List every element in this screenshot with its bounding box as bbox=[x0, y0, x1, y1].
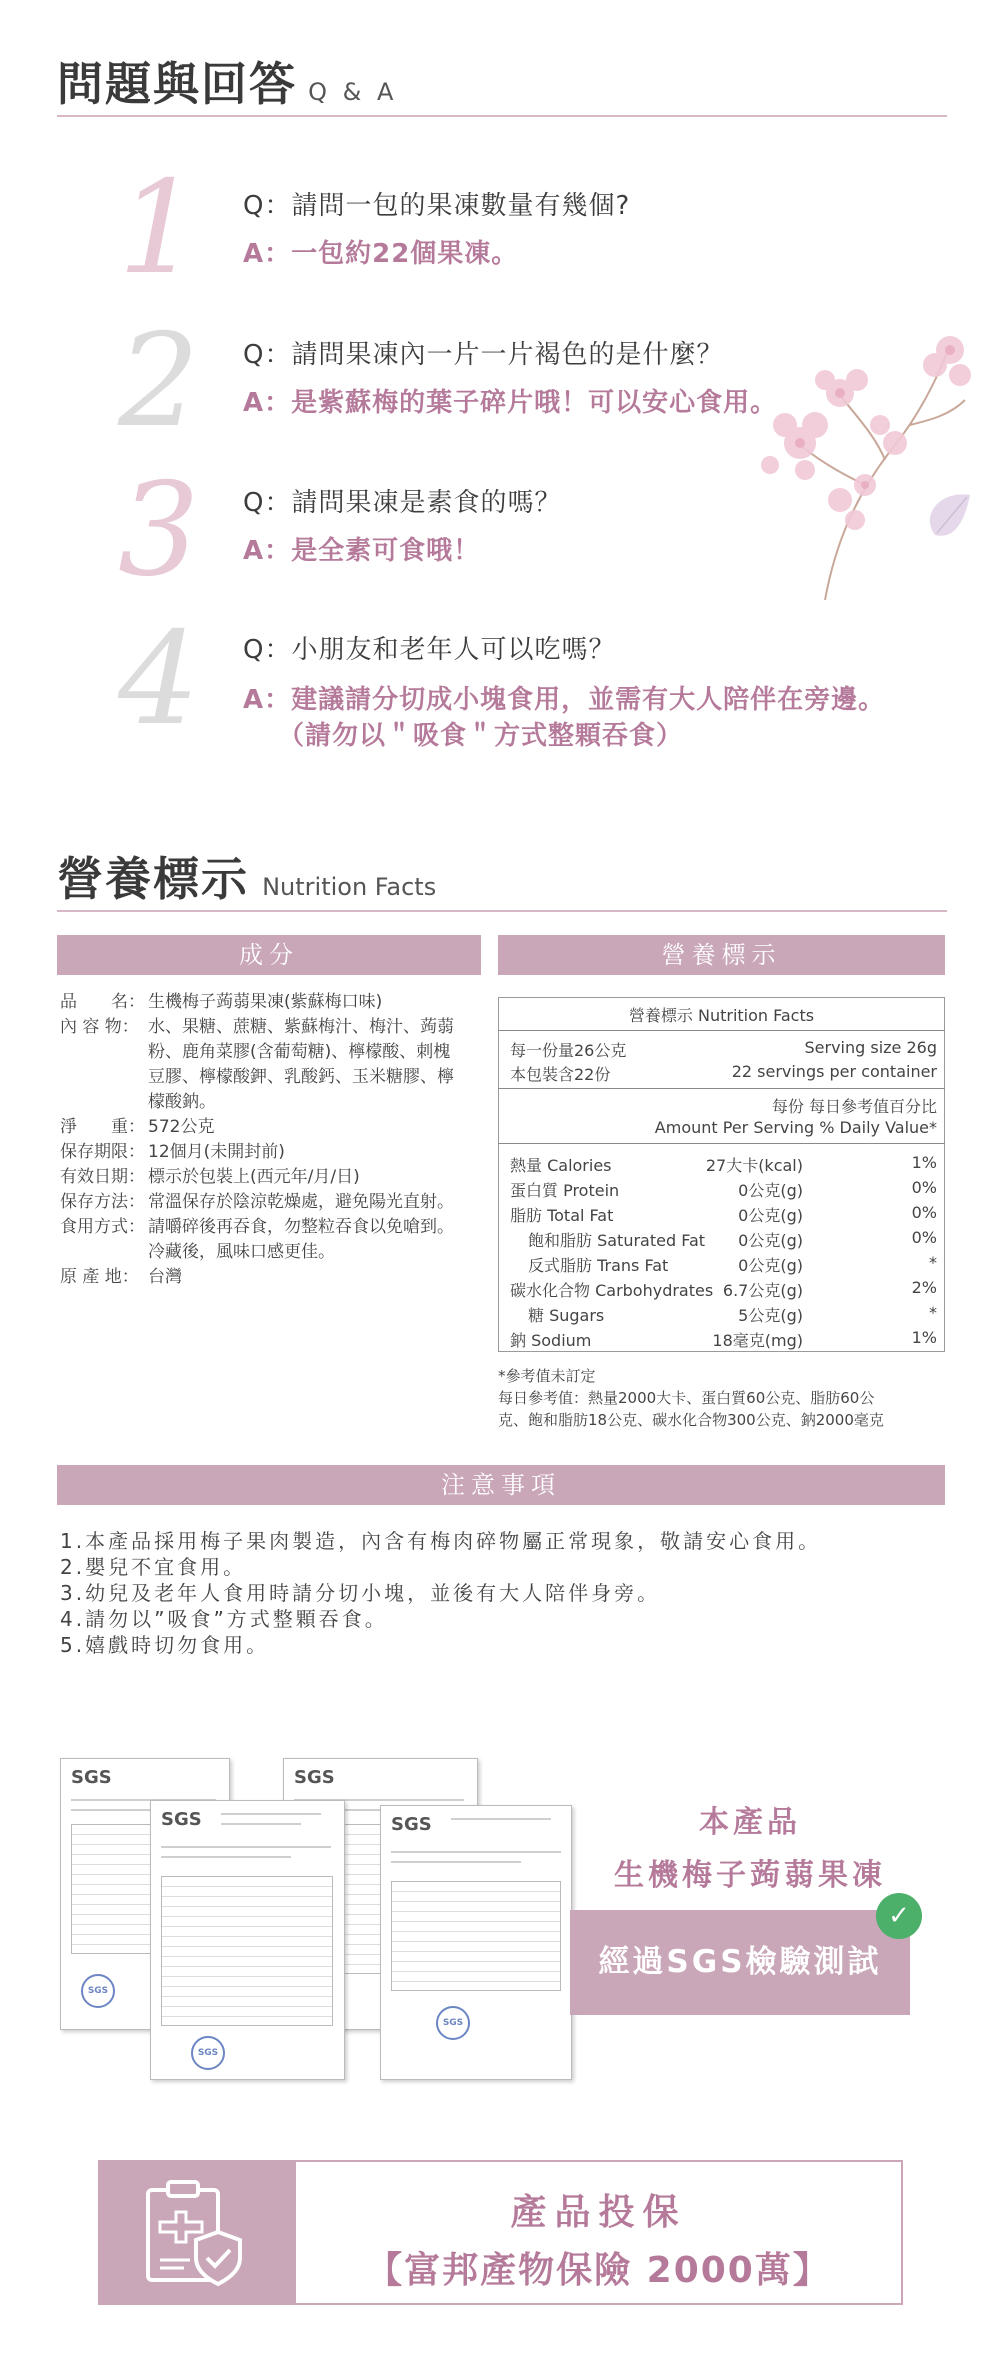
nutrition-rule bbox=[57, 910, 947, 912]
nutrient-daily-value: * bbox=[929, 1303, 937, 1322]
ingredient-row bbox=[60, 1165, 360, 1190]
nutrient-daily-value: 0% bbox=[911, 1178, 937, 1197]
notice-item: 5.嬉戲時切勿食用。 bbox=[60, 1633, 270, 1657]
sgs-report-image: SGS SGS bbox=[60, 1758, 230, 2030]
qa-title: 問題與回答 bbox=[57, 57, 297, 111]
nutrient-label: 反式脂肪 Trans Fat bbox=[528, 1256, 669, 1275]
servings-per-container-en: 22 servings per container bbox=[731, 1062, 937, 1081]
ingredient-key: 內 容 物： bbox=[60, 1017, 139, 1037]
ingredient-key: 保存期限： bbox=[60, 1142, 145, 1162]
nutrition-subtitle: Nutrition Facts bbox=[262, 873, 437, 901]
ingredient-value: 粉、鹿角菜膠(含葡萄糖)、檸檬酸、刺槐 bbox=[148, 1042, 451, 1062]
ingredient-value: 檬酸鈉。 bbox=[148, 1092, 216, 1112]
nutrient-label: 蛋白質 Protein bbox=[510, 1181, 620, 1200]
nutrient-amount: 6.7公克(g) bbox=[722, 1281, 803, 1300]
nutrient-label: 脂肪 Total Fat bbox=[510, 1206, 614, 1225]
notice-item: 2.嬰兒不宜食用。 bbox=[60, 1555, 247, 1579]
ingredient-key: 有效日期： bbox=[60, 1167, 145, 1187]
nutrient-label: 糖 Sugars bbox=[528, 1306, 605, 1325]
sgs-product-name: 生機梅子蒟蒻果凍 bbox=[614, 1858, 886, 1893]
nutrient-amount: 0公克(g) bbox=[738, 1256, 803, 1275]
ingredient-row bbox=[60, 990, 383, 1015]
ingredient-key: 食用方式： bbox=[60, 1217, 145, 1237]
insurance-title: 產品投保 bbox=[510, 2192, 687, 2233]
qa-question: Q：請問果凍是素食的嗎？ bbox=[243, 488, 562, 518]
sgs-logo: SGS bbox=[71, 1767, 112, 1788]
qa-heading bbox=[57, 48, 397, 114]
nutrient-amount: 5公克(g) bbox=[738, 1306, 803, 1325]
qa-number: 3 bbox=[118, 456, 200, 605]
nutrient-daily-value: 0% bbox=[911, 1228, 937, 1247]
sgs-badge: 經過SGS檢驗測試 bbox=[570, 1910, 910, 2015]
nutrient-daily-value: * bbox=[929, 1253, 937, 1272]
qa-answer-note: （請勿以＂吸食＂方式整顆吞食） bbox=[278, 721, 684, 751]
nutrition-title: 營養標示 bbox=[57, 852, 249, 906]
qa-rule bbox=[57, 115, 947, 117]
nutrient-label: 碳水化合物 Carbohydrates bbox=[510, 1281, 714, 1300]
ingredient-value: 12個月(未開封前) bbox=[148, 1142, 285, 1162]
servings-per-container-zh: 本包裝含22份 bbox=[510, 1065, 611, 1084]
nutrient-amount: 0公克(g) bbox=[738, 1231, 803, 1250]
ingredient-key: 品 名： bbox=[60, 992, 145, 1012]
ingredient-value: 水、果糖、蔗糖、紫蘇梅汁、梅汁、蒟蒻 bbox=[148, 1017, 454, 1037]
check-icon: ✓ bbox=[876, 1893, 922, 1939]
nutrient-amount: 27大卡(kcal) bbox=[705, 1156, 803, 1175]
divider bbox=[498, 1030, 945, 1031]
notice-item: 4.請勿以”吸食”方式整顆吞食。 bbox=[60, 1607, 388, 1631]
ingredient-value: 豆膠、檸檬酸鉀、乳酸鈣、玉米糖膠、檸 bbox=[148, 1067, 454, 1087]
nutrient-amount: 0公克(g) bbox=[738, 1181, 803, 1200]
sgs-report-image: SGS SGS bbox=[150, 1800, 345, 2080]
nutrient-daily-value: 0% bbox=[911, 1203, 937, 1222]
ingredient-value: 台灣 bbox=[148, 1267, 182, 1287]
facts-footnote: *參考值未訂定 bbox=[498, 1367, 596, 1385]
nutrient-label: 鈉 Sodium bbox=[510, 1331, 592, 1350]
ingredient-key: 淨 重： bbox=[60, 1117, 145, 1137]
qa-number: 2 bbox=[118, 307, 200, 456]
qa-answer: A：建議請分切成小塊食用，並需有大人陪伴在旁邊。 bbox=[243, 685, 886, 715]
nutrient-amount: 0公克(g) bbox=[738, 1206, 803, 1225]
serving-size-en: Serving size 26g bbox=[804, 1038, 937, 1057]
serving-size-zh: 每一份量26公克 bbox=[510, 1041, 627, 1060]
ingredient-row bbox=[60, 1190, 454, 1215]
nutrient-label: 熱量 Calories bbox=[510, 1156, 612, 1175]
column-header-en: Amount Per Serving % Daily Value* bbox=[654, 1118, 937, 1137]
insurance-icon-panel bbox=[100, 2162, 296, 2303]
cherry-blossom-decoration bbox=[745, 325, 975, 605]
notice-header-bar: 注意事項 bbox=[57, 1465, 945, 1505]
facts-footnote: 每日參考值：熱量2000大卡、蛋白質60公克、脂肪60公 bbox=[498, 1389, 875, 1407]
nutrient-daily-value: 1% bbox=[911, 1153, 937, 1172]
qa-answer: A：是全素可食哦！ bbox=[243, 536, 481, 566]
ingredient-value: 常溫保存於陰涼乾燥處，避免陽光直射。 bbox=[148, 1192, 454, 1212]
notice-item: 3.幼兒及老年人食用時請分切小塊，並後有大人陪伴身旁。 bbox=[60, 1581, 661, 1605]
ingredient-key: 原 產 地： bbox=[60, 1267, 139, 1287]
sgs-product-label: 本產品 bbox=[699, 1805, 801, 1840]
ingredient-value: 請嚼碎後再吞食，勿整粒吞食以免嗆到。 bbox=[148, 1217, 454, 1237]
ingredients-header-bar: 成分 bbox=[57, 935, 481, 975]
qa-subtitle: Q & A bbox=[308, 78, 398, 106]
facts-box-title: 營養標示 Nutrition Facts bbox=[628, 1006, 815, 1025]
ingredient-row bbox=[60, 1015, 454, 1040]
notice-item: 1.本產品採用梅子果肉製造，內含有梅肉碎物屬正常現象，敬請安心食用。 bbox=[60, 1529, 822, 1553]
insurance-detail: 【富邦產物保險 2000萬】 bbox=[366, 2250, 831, 2291]
qa-question: Q：請問果凍內一片一片褐色的是什麼？ bbox=[243, 340, 724, 370]
qa-number: 1 bbox=[118, 154, 200, 303]
column-header-zh: 每份 每日參考值百分比 bbox=[771, 1097, 937, 1116]
sgs-report-image: SGS SGS bbox=[380, 1805, 572, 2080]
sgs-logo: SGS bbox=[391, 1814, 432, 1835]
ingredient-row bbox=[60, 1115, 215, 1140]
insurance-box bbox=[98, 2160, 903, 2305]
ingredient-key: 保存方法： bbox=[60, 1192, 145, 1212]
ingredient-row bbox=[60, 1265, 182, 1290]
nutrition-heading bbox=[57, 843, 436, 909]
ingredient-value: 生機梅子蒟蒻果凍(紫蘇梅口味) bbox=[148, 992, 383, 1012]
facts-header-bar: 營養標示 bbox=[498, 935, 945, 975]
qa-answer: A：一包約22個果凍。 bbox=[243, 239, 519, 269]
clipboard-shield-icon bbox=[100, 2162, 296, 2303]
facts-footnote: 克、飽和脂肪18公克、碳水化合物300公克、鈉2000毫克 bbox=[498, 1411, 884, 1429]
nutrient-daily-value: 1% bbox=[911, 1328, 937, 1347]
ingredient-value: 標示於包裝上(西元年/月/日) bbox=[148, 1167, 360, 1187]
ingredient-value: 572公克 bbox=[148, 1117, 215, 1137]
qa-question: Q：小朋友和老年人可以吃嗎？ bbox=[243, 635, 616, 665]
nutrient-label: 飽和脂肪 Saturated Fat bbox=[528, 1231, 706, 1250]
qa-number: 4 bbox=[118, 605, 200, 754]
sgs-logo: SGS bbox=[161, 1809, 202, 1830]
divider bbox=[498, 1143, 945, 1144]
nutrient-amount: 18毫克(mg) bbox=[712, 1331, 803, 1350]
ingredient-row bbox=[60, 1215, 454, 1240]
ingredient-value: 冷藏後，風味口感更佳。 bbox=[148, 1242, 335, 1262]
ingredient-row bbox=[60, 1140, 285, 1165]
qa-question: Q：請問一包的果凍數量有幾個? bbox=[243, 191, 631, 221]
sgs-logo: SGS bbox=[294, 1767, 335, 1788]
divider bbox=[498, 1088, 945, 1089]
nutrient-daily-value: 2% bbox=[911, 1278, 937, 1297]
qa-answer: A：是紫蘇梅的葉子碎片哦！可以安心食用。 bbox=[243, 388, 778, 418]
